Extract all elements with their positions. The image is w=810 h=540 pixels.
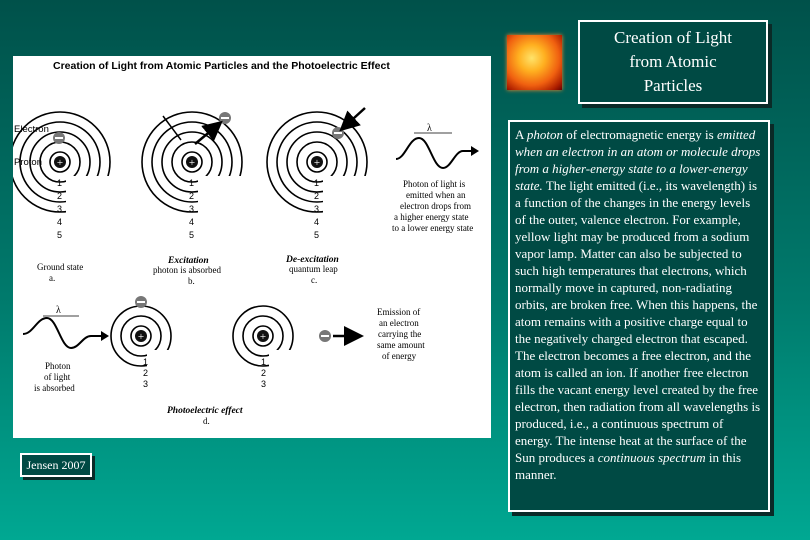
svg-text:a higher energy state: a higher energy state — [394, 212, 469, 222]
svg-text:Photon of light is: Photon of light is — [403, 179, 466, 189]
emit-note — [392, 179, 473, 233]
lambda-symbol: λ — [56, 305, 61, 316]
lambda-symbol: λ — [427, 123, 432, 134]
shell-label: 2 — [189, 191, 195, 201]
shell-label: 1 — [189, 178, 195, 188]
panel-c-sub: quantum leap — [289, 264, 338, 274]
text-italic-definition: emitted when an electron in an atom or molecule drops from a higher-energy state to a lower-energy state. — [515, 127, 761, 193]
shell-label: 4 — [189, 217, 195, 227]
panel-c-letter: c. — [311, 275, 318, 285]
sun-photo-icon — [507, 35, 562, 90]
panel-a-caption: Ground state — [37, 262, 84, 272]
svg-text:electron drops from: electron drops from — [400, 201, 471, 211]
shell-label: 2 — [143, 368, 149, 378]
panel-c-caption: De-excitation — [286, 255, 339, 265]
label-proton: Proton — [14, 157, 42, 168]
text-continuous-spectrum: continuous spectrum — [597, 450, 706, 465]
svg-text:+: + — [56, 157, 64, 169]
shell-label: 2 — [314, 191, 320, 201]
atom-excitation — [142, 112, 248, 248]
svg-text:same amount: same amount — [377, 340, 425, 350]
text-span: in this manner. — [515, 450, 742, 482]
svg-text:+: + — [259, 331, 267, 343]
shell-label: 5 — [57, 230, 63, 240]
shell-label: 3 — [57, 204, 63, 214]
atom-photoelectric-2 — [233, 306, 359, 394]
shell-label: 5 — [189, 230, 195, 240]
panel-d-caption: Photoelectric effect — [167, 406, 243, 416]
shell-label: 3 — [261, 379, 267, 389]
svg-text:emitted when an: emitted when an — [406, 190, 466, 200]
slide-title: Creation of Light from Atomic Particles — [578, 20, 768, 104]
svg-text:of light: of light — [44, 372, 71, 382]
absorbed-photon-wave-icon — [23, 318, 105, 348]
svg-text:to a lower energy state: to a lower energy state — [392, 223, 474, 233]
shell-label: 2 — [57, 191, 63, 201]
svg-text:+: + — [188, 157, 196, 169]
text-span: of electromagnetic energy is — [563, 127, 717, 142]
atom-de-excitation — [267, 108, 373, 248]
panel-b-sub: photon is absorbed — [153, 265, 221, 275]
shell-label: 4 — [314, 217, 320, 227]
svg-text:is absorbed: is absorbed — [34, 383, 75, 393]
svg-text:of energy: of energy — [382, 351, 417, 361]
panel-b-letter: b. — [188, 276, 195, 286]
panel-a-letter: a. — [49, 273, 56, 283]
svg-text:carrying the: carrying the — [378, 329, 422, 339]
emission-note — [377, 307, 425, 361]
atom-diagram-figure — [13, 56, 491, 438]
label-electron: Electron — [14, 124, 49, 135]
shell-label: 3 — [314, 204, 320, 214]
shell-label: 1 — [143, 357, 149, 367]
shell-label: 4 — [57, 217, 63, 227]
credit-label: Jensen 2007 — [20, 453, 92, 477]
svg-text:Emission of: Emission of — [377, 307, 421, 317]
shell-label: 1 — [314, 178, 320, 188]
shell-label: 1 — [261, 357, 267, 367]
svg-text:+: + — [137, 331, 145, 343]
text-span: The light emitted (i.e., its wavelength) is a function of the changes in the energy levels of the outer, valence electron. For example, yellow light may be produced from a sodium vapor lamp. Matter can also be subjected to such high temperatures that electrons, which normally move in captured, non-radiating orbits, are broken free. When this happens, the atom remains with a positive charge equal to the negatively charged electron that escaped. The electron becomes a free electron, and the atom is called an ion. If another free electron fills the vacant energy level created by the free electron, then radiation from all wavelengths is produced, i.e., a continuous spectrum of energy. The intense heat at the surface of the Sun produces a — [515, 178, 761, 465]
text-photon: photon — [526, 127, 564, 142]
photon-arrow-icon — [163, 116, 181, 140]
panel-b-caption: Excitation — [168, 256, 209, 266]
absorb-note — [34, 361, 75, 393]
figure-title: Creation of Light from Atomic Particles and the Photoelectric Effect — [53, 60, 390, 72]
shell-label: 1 — [57, 178, 63, 188]
shell-label: 2 — [261, 368, 267, 378]
shell-label: 3 — [189, 204, 195, 214]
panel-d-letter: d. — [203, 416, 210, 426]
svg-text:an electron: an electron — [379, 318, 419, 328]
emitted-photon-wave-icon — [396, 138, 475, 168]
text-span: A — [515, 127, 527, 142]
svg-text:Photon: Photon — [45, 361, 71, 371]
body-text — [508, 120, 770, 512]
shell-label: 5 — [314, 230, 320, 240]
shell-label: 3 — [143, 379, 149, 389]
svg-text:+: + — [313, 157, 321, 169]
